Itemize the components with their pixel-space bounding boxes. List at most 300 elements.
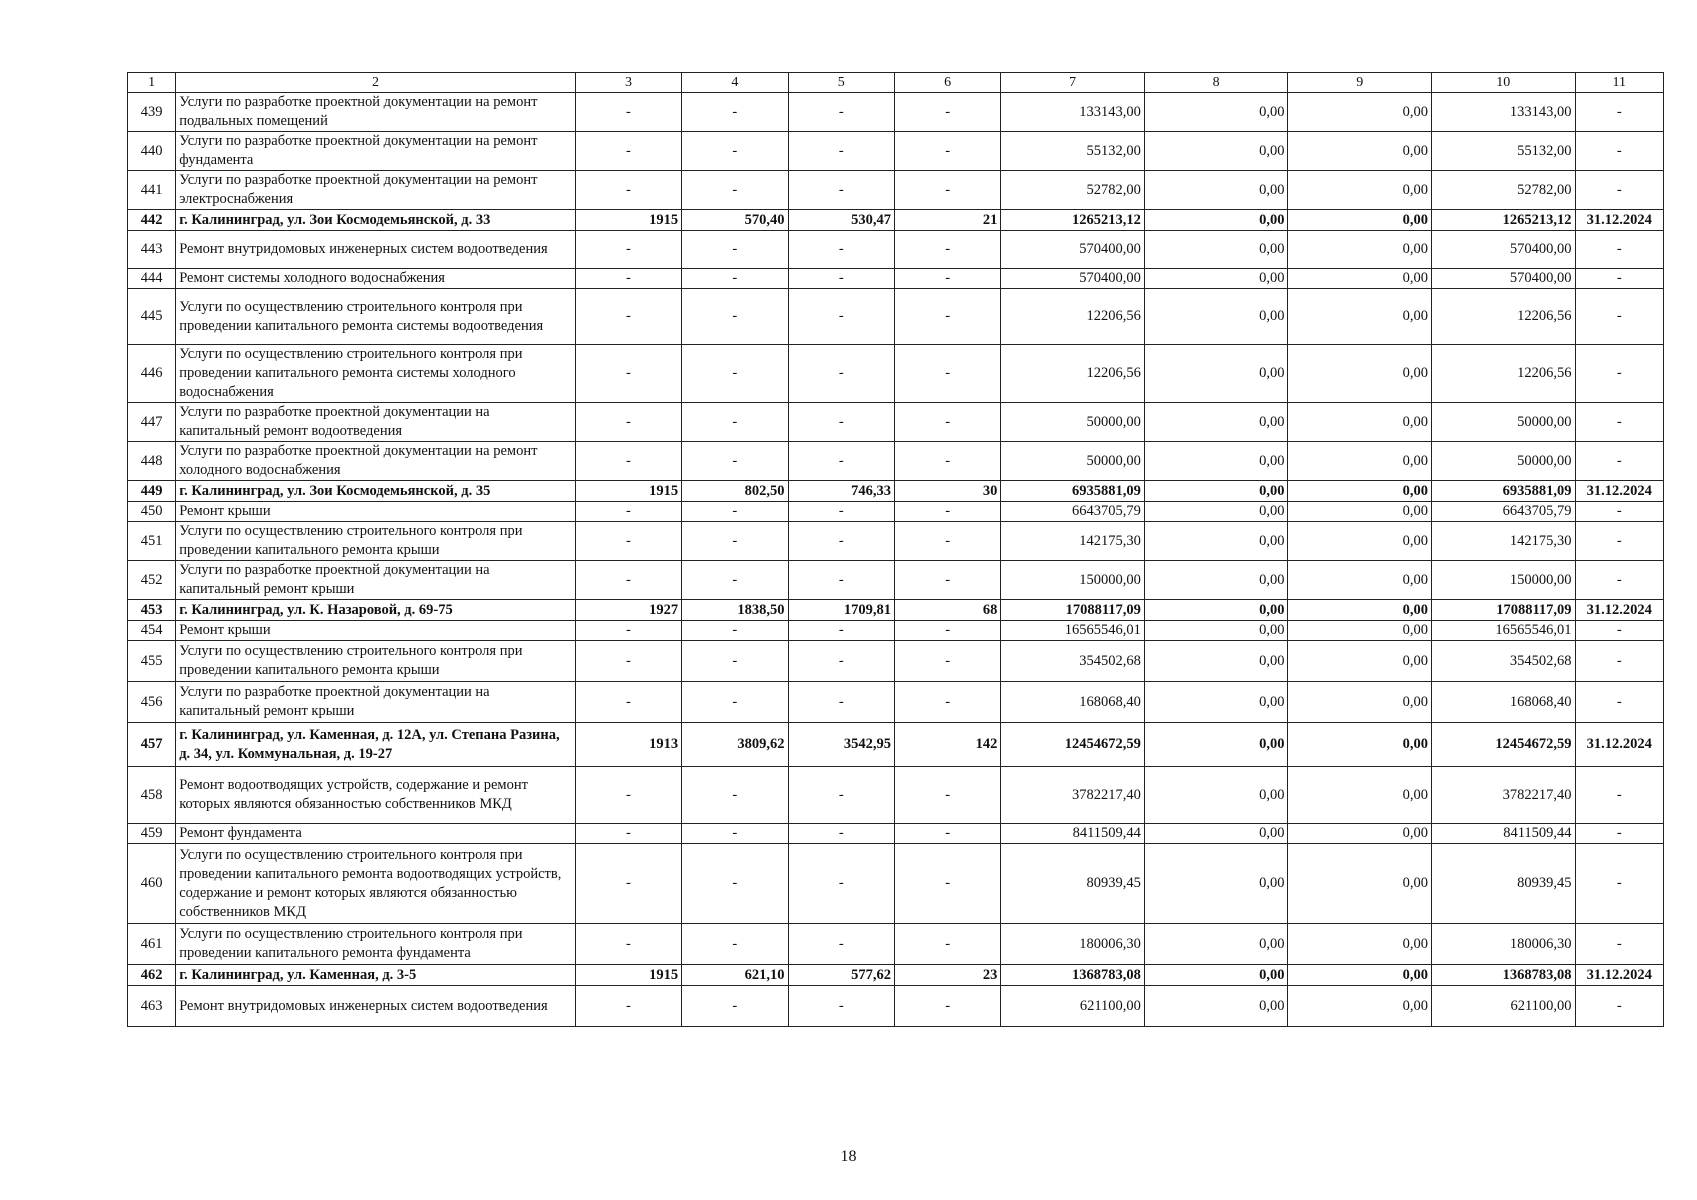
fund-federal: 0,00	[1144, 481, 1288, 502]
row-number: 462	[128, 965, 176, 986]
item-name: Услуги по разработке проектной документации на капитальный ремонт крыши	[176, 561, 576, 600]
living-area: -	[788, 561, 894, 600]
work-item-row	[128, 269, 1664, 289]
completion-date: -	[1575, 924, 1663, 965]
fund-owners: 168068,40	[1432, 682, 1576, 723]
row-number: 443	[128, 231, 176, 269]
row-number: 461	[128, 924, 176, 965]
residents: -	[894, 93, 1000, 132]
work-item-row	[128, 767, 1664, 824]
total-area: -	[682, 561, 788, 600]
repair-program-table-container	[127, 72, 1664, 1027]
total-cost: 8411509,44	[1001, 824, 1145, 844]
total-area: -	[682, 93, 788, 132]
item-name: г. Калининград, ул. Зои Космодемьянской, д. 33	[176, 210, 576, 231]
completion-date: -	[1575, 93, 1663, 132]
fund-owners: 3782217,40	[1432, 767, 1576, 824]
row-number: 440	[128, 132, 176, 171]
living-area: 3542,95	[788, 723, 894, 767]
item-name: Ремонт крыши	[176, 621, 576, 641]
fund-owners: 52782,00	[1432, 171, 1576, 210]
total-area: 570,40	[682, 210, 788, 231]
total-cost: 6935881,09	[1001, 481, 1145, 502]
residents: -	[894, 231, 1000, 269]
year-built: -	[575, 767, 681, 824]
living-area: -	[788, 442, 894, 481]
item-name: г. Калининград, ул. К. Назаровой, д. 69-75	[176, 600, 576, 621]
living-area: -	[788, 641, 894, 682]
fund-federal: 0,00	[1144, 600, 1288, 621]
year-built: -	[575, 844, 681, 924]
living-area: -	[788, 824, 894, 844]
fund-regional: 0,00	[1288, 561, 1432, 600]
total-cost: 180006,30	[1001, 924, 1145, 965]
fund-regional: 0,00	[1288, 210, 1432, 231]
fund-federal: 0,00	[1144, 231, 1288, 269]
completion-date: -	[1575, 522, 1663, 561]
living-area: -	[788, 289, 894, 345]
living-area: -	[788, 345, 894, 403]
total-area: -	[682, 231, 788, 269]
work-item-row	[128, 502, 1664, 522]
fund-regional: 0,00	[1288, 641, 1432, 682]
item-name: Услуги по осуществлению строительного контроля при проведении капитального ремонта системы холодного водоснабжения	[176, 345, 576, 403]
total-area: -	[682, 132, 788, 171]
total-cost: 6643705,79	[1001, 502, 1145, 522]
year-built: -	[575, 522, 681, 561]
fund-federal: 0,00	[1144, 93, 1288, 132]
fund-regional: 0,00	[1288, 442, 1432, 481]
total-area: 1838,50	[682, 600, 788, 621]
year-built: 1913	[575, 723, 681, 767]
year-built: -	[575, 171, 681, 210]
completion-date: -	[1575, 824, 1663, 844]
completion-date: -	[1575, 442, 1663, 481]
fund-federal: 0,00	[1144, 986, 1288, 1027]
living-area: -	[788, 93, 894, 132]
total-area: 802,50	[682, 481, 788, 502]
fund-federal: 0,00	[1144, 403, 1288, 442]
total-cost: 1265213,12	[1001, 210, 1145, 231]
total-area: -	[682, 171, 788, 210]
total-cost: 12206,56	[1001, 289, 1145, 345]
fund-federal: 0,00	[1144, 502, 1288, 522]
fund-regional: 0,00	[1288, 986, 1432, 1027]
fund-federal: 0,00	[1144, 723, 1288, 767]
living-area: -	[788, 269, 894, 289]
fund-owners: 142175,30	[1432, 522, 1576, 561]
item-name: Ремонт водоотводящих устройств, содержание и ремонт которых являются обязанностью собственников МКД	[176, 767, 576, 824]
fund-owners: 1368783,08	[1432, 965, 1576, 986]
fund-regional: 0,00	[1288, 93, 1432, 132]
column-number-header: 4	[682, 73, 788, 93]
total-cost: 3782217,40	[1001, 767, 1145, 824]
completion-date: -	[1575, 231, 1663, 269]
residents: -	[894, 924, 1000, 965]
table-body	[128, 73, 1664, 1027]
row-number: 445	[128, 289, 176, 345]
column-number-header: 11	[1575, 73, 1663, 93]
item-name: Услуги по разработке проектной документации на ремонт фундамента	[176, 132, 576, 171]
fund-federal: 0,00	[1144, 621, 1288, 641]
fund-regional: 0,00	[1288, 403, 1432, 442]
item-name: г. Калининград, ул. Каменная, д. 3-5	[176, 965, 576, 986]
row-number: 455	[128, 641, 176, 682]
total-cost: 354502,68	[1001, 641, 1145, 682]
total-cost: 12206,56	[1001, 345, 1145, 403]
fund-owners: 133143,00	[1432, 93, 1576, 132]
total-area: 621,10	[682, 965, 788, 986]
fund-regional: 0,00	[1288, 682, 1432, 723]
fund-federal: 0,00	[1144, 844, 1288, 924]
residents: -	[894, 171, 1000, 210]
fund-regional: 0,00	[1288, 621, 1432, 641]
column-number-header: 5	[788, 73, 894, 93]
total-area: -	[682, 442, 788, 481]
repair-program-table	[127, 72, 1664, 1027]
total-area: -	[682, 289, 788, 345]
fund-federal: 0,00	[1144, 269, 1288, 289]
fund-federal: 0,00	[1144, 924, 1288, 965]
total-area: 3809,62	[682, 723, 788, 767]
work-item-row	[128, 522, 1664, 561]
fund-regional: 0,00	[1288, 723, 1432, 767]
completion-date: 31.12.2024	[1575, 210, 1663, 231]
year-built: 1915	[575, 965, 681, 986]
fund-regional: 0,00	[1288, 132, 1432, 171]
living-area: -	[788, 924, 894, 965]
year-built: -	[575, 824, 681, 844]
fund-regional: 0,00	[1288, 289, 1432, 345]
fund-federal: 0,00	[1144, 965, 1288, 986]
total-area: -	[682, 641, 788, 682]
completion-date: 31.12.2024	[1575, 600, 1663, 621]
column-number-header: 1	[128, 73, 176, 93]
item-name: Услуги по разработке проектной документации на ремонт холодного водоснабжения	[176, 442, 576, 481]
year-built: 1915	[575, 481, 681, 502]
residents: -	[894, 289, 1000, 345]
work-item-row	[128, 561, 1664, 600]
total-cost: 55132,00	[1001, 132, 1145, 171]
row-number: 439	[128, 93, 176, 132]
fund-owners: 50000,00	[1432, 442, 1576, 481]
item-name: Ремонт системы холодного водоснабжения	[176, 269, 576, 289]
total-cost: 570400,00	[1001, 231, 1145, 269]
year-built: 1927	[575, 600, 681, 621]
item-name: Услуги по разработке проектной документации на капитальный ремонт крыши	[176, 682, 576, 723]
living-area: 746,33	[788, 481, 894, 502]
item-name: Услуги по осуществлению строительного контроля при проведении капитального ремонта фундамента	[176, 924, 576, 965]
address-row	[128, 210, 1664, 231]
fund-owners: 570400,00	[1432, 269, 1576, 289]
item-name: Услуги по осуществлению строительного контроля при проведении капитального ремонта водоотводящих устройств, содержание и ремонт которых являются обязанностью собственников МКД	[176, 844, 576, 924]
address-row	[128, 481, 1664, 502]
column-number-header: 2	[176, 73, 576, 93]
row-number: 454	[128, 621, 176, 641]
completion-date: -	[1575, 641, 1663, 682]
residents: 68	[894, 600, 1000, 621]
fund-regional: 0,00	[1288, 231, 1432, 269]
fund-owners: 12454672,59	[1432, 723, 1576, 767]
total-area: -	[682, 767, 788, 824]
living-area: -	[788, 171, 894, 210]
work-item-row	[128, 93, 1664, 132]
total-cost: 570400,00	[1001, 269, 1145, 289]
residents: -	[894, 403, 1000, 442]
total-cost: 12454672,59	[1001, 723, 1145, 767]
column-number-header: 7	[1001, 73, 1145, 93]
item-name: Ремонт внутридомовых инженерных систем водоотведения	[176, 231, 576, 269]
completion-date: -	[1575, 621, 1663, 641]
total-area: -	[682, 269, 788, 289]
fund-owners: 6935881,09	[1432, 481, 1576, 502]
total-area: -	[682, 522, 788, 561]
row-number: 448	[128, 442, 176, 481]
completion-date: -	[1575, 986, 1663, 1027]
year-built: -	[575, 289, 681, 345]
fund-federal: 0,00	[1144, 767, 1288, 824]
fund-federal: 0,00	[1144, 132, 1288, 171]
fund-federal: 0,00	[1144, 561, 1288, 600]
work-item-row	[128, 345, 1664, 403]
total-cost: 621100,00	[1001, 986, 1145, 1027]
fund-owners: 12206,56	[1432, 345, 1576, 403]
row-number: 452	[128, 561, 176, 600]
year-built: -	[575, 132, 681, 171]
completion-date: -	[1575, 171, 1663, 210]
residents: 21	[894, 210, 1000, 231]
fund-owners: 80939,45	[1432, 844, 1576, 924]
year-built: -	[575, 345, 681, 403]
fund-regional: 0,00	[1288, 965, 1432, 986]
work-item-row	[128, 824, 1664, 844]
living-area: -	[788, 621, 894, 641]
completion-date: -	[1575, 561, 1663, 600]
row-number: 447	[128, 403, 176, 442]
residents: -	[894, 345, 1000, 403]
address-row	[128, 723, 1664, 767]
fund-federal: 0,00	[1144, 522, 1288, 561]
item-name: Услуги по разработке проектной документации на капитальный ремонт водоотведения	[176, 403, 576, 442]
year-built: -	[575, 231, 681, 269]
row-number: 451	[128, 522, 176, 561]
residents: -	[894, 502, 1000, 522]
fund-regional: 0,00	[1288, 171, 1432, 210]
completion-date: -	[1575, 345, 1663, 403]
year-built: -	[575, 502, 681, 522]
fund-regional: 0,00	[1288, 824, 1432, 844]
residents: -	[894, 561, 1000, 600]
residents: -	[894, 132, 1000, 171]
residents: -	[894, 621, 1000, 641]
completion-date: -	[1575, 502, 1663, 522]
item-name: Ремонт внутридомовых инженерных систем водоотведения	[176, 986, 576, 1027]
fund-regional: 0,00	[1288, 345, 1432, 403]
fund-owners: 8411509,44	[1432, 824, 1576, 844]
item-name: Услуги по осуществлению строительного контроля при проведении капитального ремонта крыши	[176, 522, 576, 561]
year-built: -	[575, 93, 681, 132]
fund-regional: 0,00	[1288, 481, 1432, 502]
living-area: -	[788, 132, 894, 171]
year-built: -	[575, 986, 681, 1027]
living-area: -	[788, 231, 894, 269]
residents: -	[894, 641, 1000, 682]
fund-owners: 55132,00	[1432, 132, 1576, 171]
work-item-row	[128, 844, 1664, 924]
total-cost: 142175,30	[1001, 522, 1145, 561]
residents: -	[894, 824, 1000, 844]
total-cost: 1368783,08	[1001, 965, 1145, 986]
total-cost: 133143,00	[1001, 93, 1145, 132]
address-row	[128, 965, 1664, 986]
column-number-header: 6	[894, 73, 1000, 93]
fund-regional: 0,00	[1288, 767, 1432, 824]
work-item-row	[128, 403, 1664, 442]
item-name: Ремонт фундамента	[176, 824, 576, 844]
column-number-header: 8	[1144, 73, 1288, 93]
row-number: 444	[128, 269, 176, 289]
fund-federal: 0,00	[1144, 171, 1288, 210]
total-area: -	[682, 924, 788, 965]
row-number: 442	[128, 210, 176, 231]
total-area: -	[682, 682, 788, 723]
column-number-header-row	[128, 73, 1664, 93]
address-row	[128, 600, 1664, 621]
row-number: 441	[128, 171, 176, 210]
completion-date: -	[1575, 289, 1663, 345]
year-built: -	[575, 442, 681, 481]
total-area: -	[682, 824, 788, 844]
row-number: 460	[128, 844, 176, 924]
completion-date: 31.12.2024	[1575, 481, 1663, 502]
year-built: -	[575, 561, 681, 600]
row-number: 463	[128, 986, 176, 1027]
residents: 142	[894, 723, 1000, 767]
total-cost: 80939,45	[1001, 844, 1145, 924]
total-cost: 50000,00	[1001, 442, 1145, 481]
fund-federal: 0,00	[1144, 289, 1288, 345]
total-cost: 16565546,01	[1001, 621, 1145, 641]
column-number-header: 3	[575, 73, 681, 93]
page-number: 18	[840, 1148, 857, 1165]
total-cost: 168068,40	[1001, 682, 1145, 723]
living-area: 530,47	[788, 210, 894, 231]
residents: -	[894, 442, 1000, 481]
residents: -	[894, 844, 1000, 924]
completion-date: 31.12.2024	[1575, 965, 1663, 986]
fund-federal: 0,00	[1144, 345, 1288, 403]
row-number: 456	[128, 682, 176, 723]
living-area: -	[788, 522, 894, 561]
column-number-header: 9	[1288, 73, 1432, 93]
work-item-row	[128, 641, 1664, 682]
item-name: Услуги по разработке проектной документации на ремонт электроснабжения	[176, 171, 576, 210]
year-built: -	[575, 269, 681, 289]
item-name: г. Калининград, ул. Зои Космодемьянской, д. 35	[176, 481, 576, 502]
work-item-row	[128, 289, 1664, 345]
row-number: 446	[128, 345, 176, 403]
fund-federal: 0,00	[1144, 210, 1288, 231]
row-number: 457	[128, 723, 176, 767]
living-area: -	[788, 502, 894, 522]
fund-regional: 0,00	[1288, 924, 1432, 965]
item-name: г. Калининград, ул. Каменная, д. 12А, ул. Степана Разина, д. 34, ул. Коммунальная, д. 19-27	[176, 723, 576, 767]
fund-federal: 0,00	[1144, 824, 1288, 844]
living-area: 577,62	[788, 965, 894, 986]
fund-owners: 354502,68	[1432, 641, 1576, 682]
residents: -	[894, 986, 1000, 1027]
total-area: -	[682, 403, 788, 442]
fund-owners: 16565546,01	[1432, 621, 1576, 641]
total-area: -	[682, 986, 788, 1027]
fund-owners: 50000,00	[1432, 403, 1576, 442]
total-area: -	[682, 345, 788, 403]
fund-regional: 0,00	[1288, 269, 1432, 289]
year-built: -	[575, 924, 681, 965]
fund-owners: 1265213,12	[1432, 210, 1576, 231]
year-built: -	[575, 682, 681, 723]
fund-owners: 621100,00	[1432, 986, 1576, 1027]
living-area: -	[788, 403, 894, 442]
year-built: -	[575, 621, 681, 641]
row-number: 450	[128, 502, 176, 522]
completion-date: -	[1575, 844, 1663, 924]
total-cost: 50000,00	[1001, 403, 1145, 442]
work-item-row	[128, 231, 1664, 269]
work-item-row	[128, 171, 1664, 210]
total-area: -	[682, 621, 788, 641]
fund-regional: 0,00	[1288, 600, 1432, 621]
living-area: -	[788, 986, 894, 1027]
total-cost: 150000,00	[1001, 561, 1145, 600]
fund-federal: 0,00	[1144, 641, 1288, 682]
work-item-row	[128, 986, 1664, 1027]
living-area: 1709,81	[788, 600, 894, 621]
row-number: 449	[128, 481, 176, 502]
work-item-row	[128, 924, 1664, 965]
fund-federal: 0,00	[1144, 442, 1288, 481]
fund-owners: 17088117,09	[1432, 600, 1576, 621]
residents: -	[894, 269, 1000, 289]
item-name: Услуги по разработке проектной документации на ремонт подвальных помещений	[176, 93, 576, 132]
living-area: -	[788, 767, 894, 824]
item-name: Услуги по осуществлению строительного контроля при проведении капитального ремонта системы водоотведения	[176, 289, 576, 345]
year-built: 1915	[575, 210, 681, 231]
total-cost: 17088117,09	[1001, 600, 1145, 621]
total-cost: 52782,00	[1001, 171, 1145, 210]
fund-owners: 180006,30	[1432, 924, 1576, 965]
work-item-row	[128, 442, 1664, 481]
total-area: -	[682, 502, 788, 522]
residents: -	[894, 682, 1000, 723]
fund-owners: 150000,00	[1432, 561, 1576, 600]
fund-regional: 0,00	[1288, 502, 1432, 522]
residents: 30	[894, 481, 1000, 502]
completion-date: -	[1575, 132, 1663, 171]
residents: 23	[894, 965, 1000, 986]
completion-date: -	[1575, 682, 1663, 723]
row-number: 458	[128, 767, 176, 824]
fund-regional: 0,00	[1288, 844, 1432, 924]
work-item-row	[128, 682, 1664, 723]
row-number: 453	[128, 600, 176, 621]
residents: -	[894, 522, 1000, 561]
completion-date: -	[1575, 269, 1663, 289]
work-item-row	[128, 621, 1664, 641]
item-name: Ремонт крыши	[176, 502, 576, 522]
living-area: -	[788, 682, 894, 723]
row-number: 459	[128, 824, 176, 844]
